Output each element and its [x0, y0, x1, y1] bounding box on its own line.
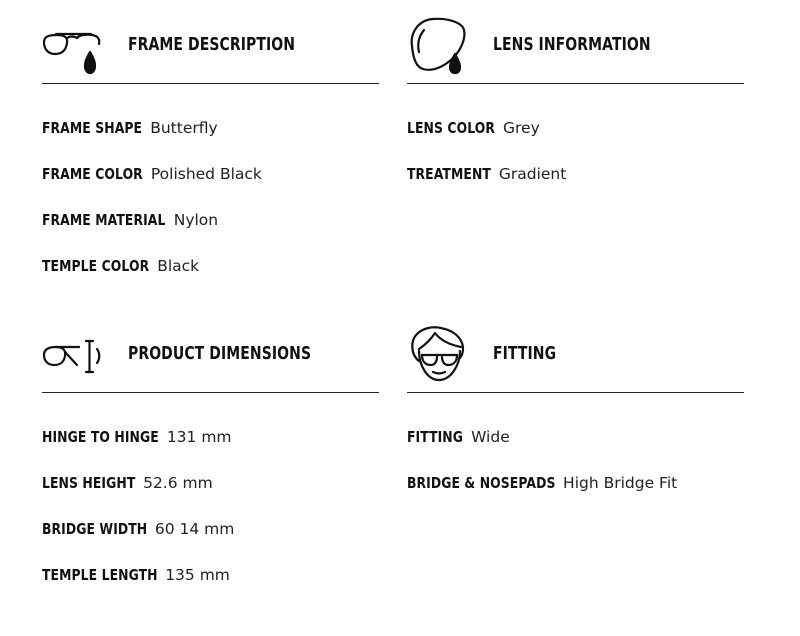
- spec-label: LENS HEIGHT: [42, 474, 136, 492]
- spec-list: [42, 118, 379, 302]
- spec-value: High Bridge Fit: [563, 474, 678, 492]
- lens-drop-icon: [407, 16, 473, 76]
- section-title: LENS INFORMATION: [493, 35, 651, 55]
- spec-row: [42, 427, 379, 473]
- spec-row: [42, 565, 379, 611]
- spec-list: [42, 427, 379, 611]
- aviator-glasses-icon: [42, 16, 108, 76]
- spec-value: Butterfly: [150, 119, 218, 137]
- spec-row: [42, 164, 379, 210]
- spec-list: [407, 427, 744, 519]
- section-title: FITTING: [493, 344, 557, 364]
- spec-value: Polished Black: [150, 165, 262, 183]
- section-header: [42, 325, 379, 393]
- spec-row: [407, 164, 744, 210]
- spec-value: 131 mm: [166, 428, 232, 446]
- spec-label: HINGE TO HINGE: [42, 428, 159, 446]
- spec-label: FRAME COLOR: [42, 165, 143, 183]
- spec-label: BRIDGE & NOSEPADS: [407, 474, 556, 492]
- fitting-section: [407, 325, 744, 519]
- spec-label: FRAME MATERIAL: [42, 211, 166, 229]
- glasses-measure-icon: [42, 325, 108, 385]
- spec-value: 135 mm: [165, 566, 230, 584]
- spec-list: [407, 118, 744, 210]
- spec-row: [407, 473, 744, 519]
- spec-value: 52.6 mm: [143, 474, 213, 492]
- section-header: [407, 16, 744, 84]
- spec-row: [42, 256, 379, 302]
- spec-value: Black: [157, 257, 200, 275]
- spec-label: FITTING: [407, 428, 464, 446]
- section-header: [42, 16, 379, 84]
- spec-label: TEMPLE LENGTH: [42, 566, 158, 584]
- section-header: [407, 325, 744, 393]
- lens-information-section: [407, 16, 744, 210]
- spec-row: [42, 473, 379, 519]
- spec-label: TEMPLE COLOR: [42, 257, 150, 275]
- spec-label: BRIDGE WIDTH: [42, 520, 148, 538]
- spec-value: Nylon: [173, 211, 219, 229]
- spec-row: [407, 427, 744, 473]
- spec-label: TREATMENT: [407, 165, 491, 183]
- spec-value: Grey: [502, 119, 540, 137]
- product-dimensions-section: [42, 325, 379, 611]
- frame-description-section: [42, 16, 379, 302]
- spec-label: LENS COLOR: [407, 119, 495, 137]
- spec-value: 60 14 mm: [154, 520, 235, 538]
- spec-row: [42, 210, 379, 256]
- spec-row: [42, 118, 379, 164]
- section-title: PRODUCT DIMENSIONS: [128, 344, 312, 364]
- spec-value: Wide: [471, 428, 510, 446]
- section-title: FRAME DESCRIPTION: [128, 35, 296, 55]
- spec-row: [407, 118, 744, 164]
- spec-row: [42, 519, 379, 565]
- spec-label: FRAME SHAPE: [42, 119, 143, 137]
- face-with-glasses-icon: [407, 325, 473, 385]
- spec-value: Gradient: [498, 165, 567, 183]
